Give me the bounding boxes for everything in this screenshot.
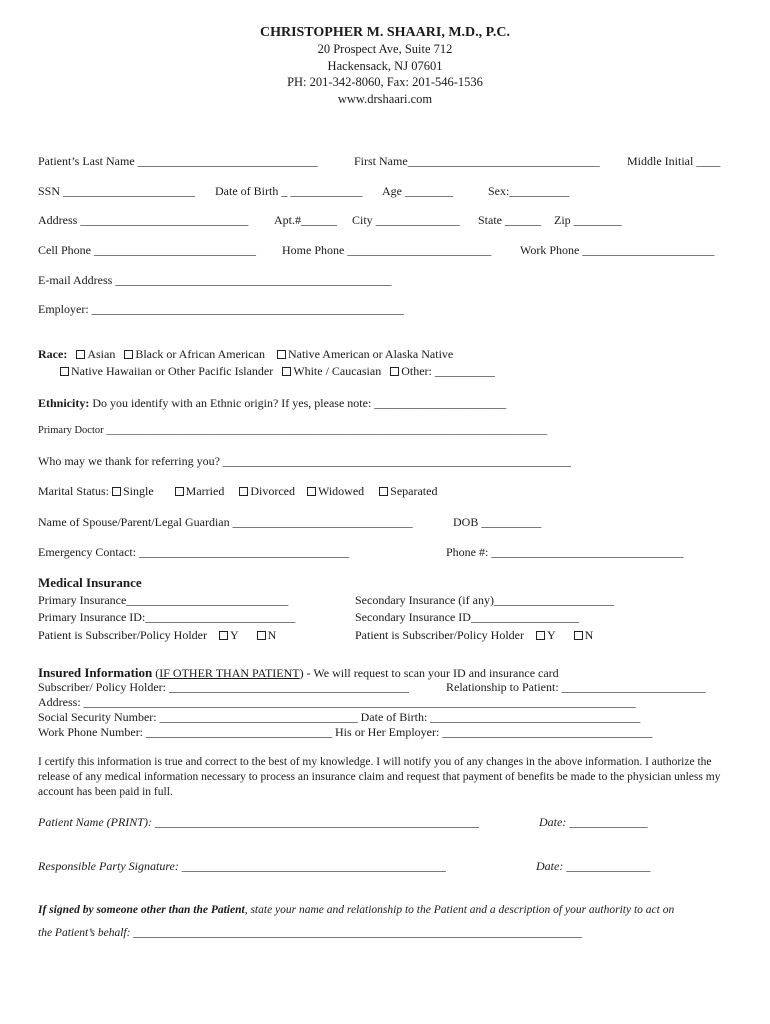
subscriber-field[interactable]: Subscriber/ Policy Holder: ________________________________________: [38, 680, 409, 694]
secondary-subscriber-label: Patient is Subscriber/Policy Holder: [355, 628, 524, 642]
primary-yes-label: Y: [229, 628, 239, 642]
primary-subscriber-no-checkbox[interactable]: [257, 631, 266, 640]
guardian-name-field[interactable]: Name of Spouse/Parent/Legal Guardian ______________________________: [38, 515, 413, 529]
marital-widowed-label: Widowed: [317, 484, 365, 498]
guardian-dob-field[interactable]: DOB __________: [453, 515, 542, 529]
marital-separated-label: Separated: [390, 484, 438, 498]
race-native-american-label: Native American or Alaska Native: [287, 347, 454, 361]
work-phone-field[interactable]: Work Phone ______________________: [520, 243, 715, 257]
race-asian-checkbox[interactable]: [76, 350, 85, 359]
race-white-checkbox[interactable]: [282, 367, 291, 376]
other-signer-rest: , state your name and relationship to the Patient and a description of your authority to act on: [244, 904, 675, 916]
marital-divorced-checkbox[interactable]: [239, 487, 248, 496]
responsible-party-signature-field[interactable]: Responsible Party Signature: ____________________________________________: [38, 859, 446, 873]
other-signer-note: [38, 905, 674, 917]
emergency-phone-field[interactable]: Phone #: ________________________________: [446, 545, 684, 559]
zip-field[interactable]: Zip ________: [554, 213, 622, 227]
emergency-contact-field[interactable]: Emergency Contact: ___________________________________: [38, 545, 350, 559]
responsible-date-field[interactable]: Date: ______________: [536, 859, 651, 873]
insured-info-heading: [38, 666, 559, 679]
race-other-checkbox[interactable]: [390, 367, 399, 376]
patient-behalf-field[interactable]: the Patient’s behalf: ______________________________________________________________________________: [38, 927, 582, 939]
home-phone-field[interactable]: Home Phone ________________________: [282, 243, 492, 257]
sex-field[interactable]: Sex:__________: [488, 184, 570, 198]
race-row-1: [38, 348, 453, 360]
primary-no-label: N: [267, 628, 277, 642]
primary-subscriber-yes-checkbox[interactable]: [219, 631, 228, 640]
age-field[interactable]: Age ________: [382, 184, 453, 198]
marital-single-checkbox[interactable]: [112, 487, 121, 496]
ethnicity-label: Ethnicity:: [38, 396, 90, 410]
primary-doctor-field[interactable]: Primary Doctor ____________________________________________________________________________________: [38, 425, 548, 436]
employer-field[interactable]: Employer: ____________________________________________________: [38, 302, 404, 316]
race-black-checkbox[interactable]: [124, 350, 133, 359]
practice-name: CHRISTOPHER M. SHAARI, M.D., P.C.: [259, 25, 511, 40]
insured-work-phone-employer-field[interactable]: Work Phone Number: _______________________________ His or Her Employer: ___________________________________: [38, 725, 653, 739]
referral-field[interactable]: Who may we thank for referring you? __________________________________________________________: [38, 454, 571, 468]
practice-address-line2: Hackensack, NJ 07601: [327, 59, 443, 73]
address-field[interactable]: Address ____________________________: [38, 213, 249, 227]
race-white-label: White / Caucasian: [293, 364, 382, 378]
first-name-field[interactable]: First Name________________________________: [354, 154, 600, 168]
middle-initial-field[interactable]: Middle Initial ____: [627, 154, 721, 168]
race-native-american-checkbox[interactable]: [277, 350, 286, 359]
secondary-subscriber-yes-checkbox[interactable]: [536, 631, 545, 640]
city-field[interactable]: City ______________: [352, 213, 460, 227]
marital-divorced-label: Divorced: [250, 484, 295, 498]
race-label: Race:: [38, 347, 68, 361]
race-hawaiian-label: Native Hawaiian or Other Pacific Islander: [71, 364, 274, 378]
marital-separated-checkbox[interactable]: [379, 487, 388, 496]
practice-phone-fax: PH: 201-342-8060, Fax: 201-546-1536: [287, 75, 483, 89]
state-field[interactable]: State ______: [478, 213, 541, 227]
primary-subscriber-label: Patient is Subscriber/Policy Holder: [38, 628, 207, 642]
race-other-label[interactable]: Other: __________: [401, 364, 495, 378]
patient-date-field[interactable]: Date: _____________: [539, 815, 648, 829]
dob-field[interactable]: Date of Birth _ ____________: [215, 184, 363, 198]
last-name-field[interactable]: Patient’s Last Name ______________________________: [38, 154, 318, 168]
secondary-insurance-field[interactable]: Secondary Insurance (if any)____________________: [355, 593, 614, 607]
marital-status-row: [38, 485, 437, 497]
email-field[interactable]: E-mail Address ______________________________________________: [38, 273, 392, 287]
practice-website: www.drshaari.com: [337, 92, 433, 106]
medical-insurance-title: Medical Insurance: [38, 575, 142, 590]
marital-widowed-checkbox[interactable]: [307, 487, 316, 496]
certification-text: I certify this information is true and correct to the best of my knowledge. I will notify you of any changes in the above information. I authorize the release of any medical information necessary to process an insurance claim and request that payment of benefits be made to the physician unless my account has been paid in full.: [38, 756, 721, 798]
practice-address-line1: 20 Prospect Ave, Suite 712: [317, 42, 453, 56]
other-signer-bold: If signed by someone other than the Patient: [38, 904, 245, 916]
insured-ssn-dob-field[interactable]: Social Security Number: _________________________________ Date of Birth: ___________________________________: [38, 710, 641, 724]
secondary-subscriber-no-checkbox[interactable]: [574, 631, 583, 640]
marital-status-label: Marital Status:: [38, 484, 109, 498]
marital-single-label: Single: [123, 484, 154, 498]
if-other-than-patient: IF OTHER THAN PATIENT: [159, 666, 300, 680]
insured-address-field[interactable]: Address: ____________________________________________________________________________________________: [38, 695, 636, 709]
race-row-2: [60, 365, 495, 377]
secondary-yes-label: Y: [546, 628, 556, 642]
secondary-no-label: N: [584, 628, 594, 642]
ssn-field[interactable]: SSN ______________________: [38, 184, 196, 198]
primary-insurance-field[interactable]: Primary Insurance___________________________: [38, 593, 289, 607]
race-asian-label: Asian: [87, 347, 116, 361]
ethnicity-question[interactable]: Do you identify with an Ethnic origin? If yes, please note: ______________________: [92, 396, 507, 410]
relationship-field[interactable]: Relationship to Patient: ________________________: [446, 680, 706, 694]
primary-subscriber-row: [38, 629, 276, 641]
cell-phone-field[interactable]: Cell Phone ___________________________: [38, 243, 256, 257]
insured-paren-open: (: [152, 666, 160, 680]
secondary-insurance-id-field[interactable]: Secondary Insurance ID__________________: [355, 610, 579, 624]
marital-married-checkbox[interactable]: [175, 487, 184, 496]
apt-field[interactable]: Apt.#______: [274, 213, 337, 227]
race-hawaiian-checkbox[interactable]: [60, 367, 69, 376]
secondary-subscriber-row: [355, 629, 593, 641]
marital-married-label: Married: [185, 484, 225, 498]
ethnicity-row[interactable]: [38, 397, 506, 409]
patient-name-print-field[interactable]: Patient Name (PRINT): ______________________________________________________: [38, 815, 479, 829]
race-black-label: Black or African American: [135, 347, 265, 361]
insured-info-title: Insured Information: [38, 665, 153, 680]
insured-note: ) - We will request to scan your ID and insurance card: [299, 666, 559, 680]
primary-insurance-id-field[interactable]: Primary Insurance ID:_________________________: [38, 610, 296, 624]
